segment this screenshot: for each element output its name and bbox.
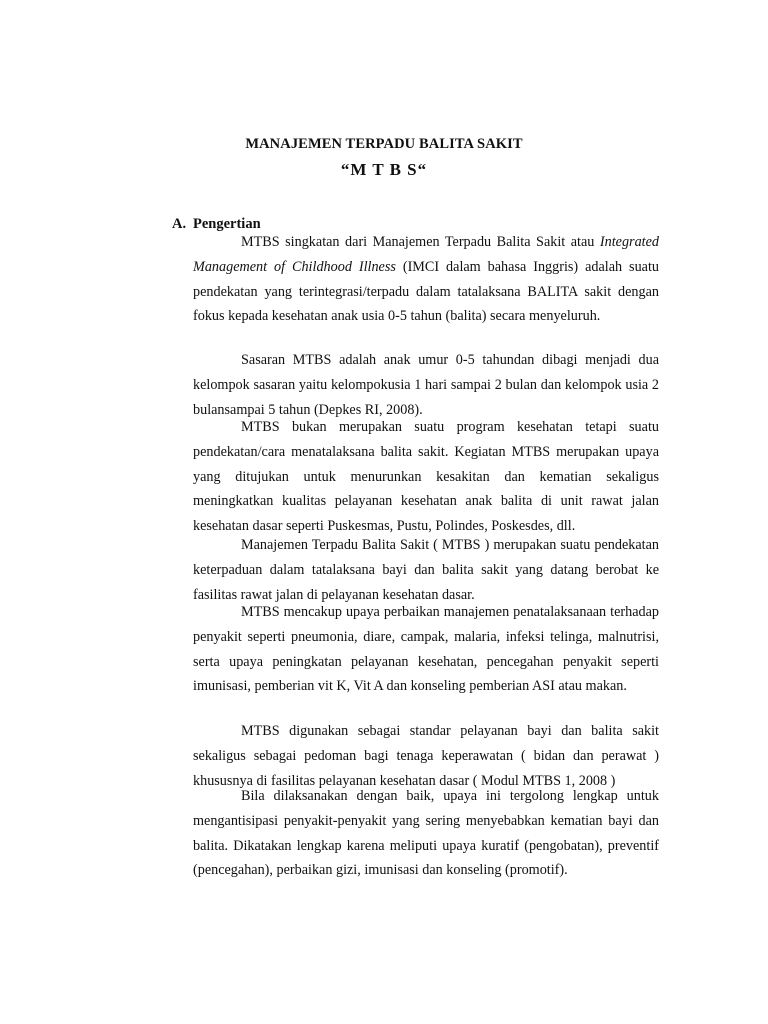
paragraph-6-text: MTBS digunakan sebagai standar pelayanan bayi dan balita sakit sekaligus sebagai pedoman bagi tenaga keperawatan ( bidan dan perawat ) khususnya di fasilitas pelayanan kesehatan dasar ( Modul MTBS 1, 2008 ) <box>193 723 659 789</box>
section-number: A. <box>172 216 187 232</box>
document-subtitle: “M T B S“ <box>340 160 428 179</box>
paragraph-7 <box>193 784 659 883</box>
paragraph-3-text: MTBS bukan merupakan suatu program kesehatan tetapi suatu pendekatan/cara menatalaksana balita sakit. Kegiatan MTBS merupakan upaya yang ditujukan untuk menurunkan kesakitan dan kematian sekaligus meningkatkan kualitas pelayanan kesehatan anak balita di unit rawat jalan kesehatan dasar seperti Puskesmas, Pustu, Polindes, Poskesdes, dll. <box>193 419 659 535</box>
paragraph-1 <box>193 230 659 329</box>
paragraph-2 <box>193 348 659 422</box>
paragraph-3 <box>193 415 659 539</box>
paragraph-5 <box>193 600 659 699</box>
document-title: MANAJEMEN TERPADU BALITA SAKIT <box>245 136 523 152</box>
section-title: Pengertian <box>193 216 261 232</box>
paragraph-1-text-a: MTBS singkatan dari Manajemen Terpadu Balita Sakit atau <box>241 234 600 250</box>
paragraph-4-text: Manajemen Terpadu Balita Sakit ( MTBS ) merupakan suatu pendekatan keterpaduan dalam tatalaksana bayi dan balita sakit yang datang berobat ke fasilitas rawat jalan di pelayanan kesehatan dasar. <box>193 537 659 603</box>
paragraph-6 <box>193 719 659 793</box>
paragraph-4 <box>193 533 659 607</box>
paragraph-1-text-b: (IMCI dalam bahasa Inggris) adalah suatu pendekatan yang terintegrasi/terpadu dalam tatalaksana BALITA sakit dengan fokus kepada kesehatan anak usia 0-5 tahun (balita) secara menyeluruh. <box>193 258 659 325</box>
paragraph-2-text: Sasaran MTBS adalah anak umur 0-5 tahundan dibagi menjadi dua kelompok sasaran yaitu kelompokusia 1 hari sampai 2 bulan dan kelompok usia 2 bulansampai 5 tahun (Depkes RI, 2008). <box>193 352 659 418</box>
paragraph-7-text: Bila dilaksanakan dengan baik, upaya ini tergolong lengkap untuk mengantisipasi penyakit-penyakit yang sering menyebabkan kematian bayi dan balita. Dikatakan lengkap karena meliputi upaya kuratif (pengobatan), preventif (pencegahan), perbaikan gizi, imunisasi dan konseling (promotif). <box>193 788 659 879</box>
paragraph-5-text: MTBS mencakup upaya perbaikan manajemen penatalaksanaan terhadap penyakit seperti pneumonia, diare, campak, malaria, infeksi telinga, malnutrisi, serta upaya peningkatan pelayanan kesehatan, pencegahan penyakit seperti imunisasi, pemberian vit K, Vit A dan konseling pemberian ASI atau makan. <box>193 604 659 695</box>
paragraph-1-italic: Integrated Management of Childhood Illness <box>193 234 659 275</box>
